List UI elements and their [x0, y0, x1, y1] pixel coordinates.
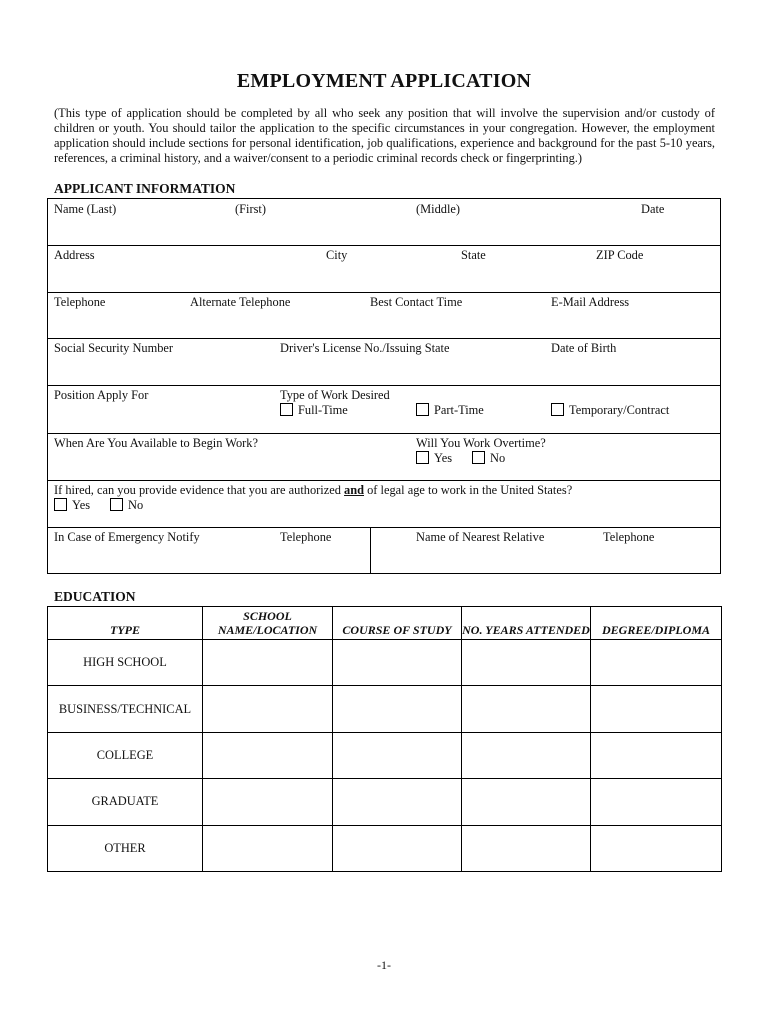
table-cell[interactable]	[333, 825, 462, 871]
name-first-field[interactable]: (First)	[235, 202, 266, 216]
table-cell[interactable]	[462, 825, 591, 871]
column-header: NO. YEARS ATTENDED	[462, 607, 591, 640]
table-cell[interactable]	[591, 825, 722, 871]
checkbox[interactable]	[110, 498, 123, 511]
email-field[interactable]: E-Mail Address	[551, 295, 630, 309]
full-time-option[interactable]: Full-Time	[280, 403, 348, 418]
table-cell[interactable]	[462, 686, 591, 732]
relative-telephone-field[interactable]: Telephone	[603, 530, 655, 544]
column-header: SCHOOL NAME/LOCATION	[203, 607, 333, 640]
table-row	[48, 640, 722, 686]
telephone-field[interactable]: Telephone	[54, 295, 106, 309]
table-cell[interactable]	[203, 732, 333, 778]
education-table	[47, 606, 722, 872]
table-cell[interactable]	[333, 732, 462, 778]
table-cell[interactable]	[203, 779, 333, 825]
row-divider	[48, 385, 720, 386]
table-cell[interactable]	[462, 640, 591, 686]
table-cell[interactable]	[591, 686, 722, 732]
overtime-label: Will You Work Overtime?	[416, 436, 546, 450]
table-header-row	[48, 607, 722, 640]
row-divider	[48, 433, 720, 434]
dob-field[interactable]: Date of Birth	[551, 341, 617, 355]
checkbox[interactable]	[472, 451, 485, 464]
table-row	[48, 732, 722, 778]
emergency-field[interactable]: In Case of Emergency Notify	[54, 530, 200, 544]
checkbox[interactable]	[280, 403, 293, 416]
page-title: EMPLOYMENT APPLICATION	[236, 70, 532, 92]
authorized-yes-option[interactable]: Yes	[54, 498, 90, 513]
column-header: DEGREE/DIPLOMA	[591, 607, 722, 640]
table-row	[48, 686, 722, 732]
page-number: -1-	[377, 958, 391, 972]
city-field[interactable]: City	[326, 248, 348, 262]
authorized-no-option[interactable]: No	[110, 498, 143, 513]
nearest-relative-field[interactable]: Name of Nearest Relative	[416, 530, 545, 544]
ssn-field[interactable]: Social Security Number	[54, 341, 174, 355]
row-divider	[48, 338, 720, 339]
name-middle-field[interactable]: (Middle)	[416, 202, 461, 216]
overtime-yes-option[interactable]: Yes	[416, 451, 452, 466]
education-type: HIGH SCHOOL	[48, 640, 203, 686]
education-heading: EDUCATION	[54, 589, 136, 604]
best-contact-field[interactable]: Best Contact Time	[370, 295, 463, 309]
checkbox[interactable]	[54, 498, 67, 511]
applicant-heading: APPLICANT INFORMATION	[54, 181, 236, 196]
table-cell[interactable]	[203, 825, 333, 871]
table-row	[48, 779, 722, 825]
table-cell[interactable]	[591, 732, 722, 778]
part-time-option[interactable]: Part-Time	[416, 403, 484, 418]
table-cell[interactable]	[203, 686, 333, 732]
table-row	[48, 825, 722, 871]
table-cell[interactable]	[462, 779, 591, 825]
overtime-no-option[interactable]: No	[472, 451, 505, 466]
table-cell[interactable]	[462, 732, 591, 778]
date-field[interactable]: Date	[641, 202, 665, 216]
authorized-question: If hired, can you provide evidence that you are authorized and of legal age to work in the United States?	[54, 483, 573, 497]
state-field[interactable]: State	[461, 248, 486, 262]
column-header: COURSE OF STUDY	[333, 607, 462, 640]
education-type: OTHER	[48, 825, 203, 871]
table-cell[interactable]	[333, 640, 462, 686]
drivers-license-field[interactable]: Driver's License No./Issuing State	[280, 341, 450, 355]
table-cell[interactable]	[333, 686, 462, 732]
table-cell[interactable]	[203, 640, 333, 686]
education-type: GRADUATE	[48, 779, 203, 825]
column-header: TYPE	[48, 607, 203, 640]
table-cell[interactable]	[591, 779, 722, 825]
checkbox[interactable]	[416, 451, 429, 464]
available-field[interactable]: When Are You Available to Begin Work?	[54, 436, 258, 450]
applicant-info-grid	[47, 198, 721, 574]
address-field[interactable]: Address	[54, 248, 95, 262]
emergency-telephone-field[interactable]: Telephone	[280, 530, 332, 544]
intro-paragraph: (This type of application should be completed by all who seek any position that will involve the supervision and/or custody of children or youth. You should tailor the application to the specific circumstances in your congregation. However, the employment application should include sections for personal identification, job qualifications, experience and background for the past 5-10 years, references, a criminal history, and a waiver/consent to a periodic criminal records check or fingerprinting.)	[54, 106, 715, 165]
row-divider	[48, 292, 720, 293]
row-divider	[48, 480, 720, 481]
row-divider	[48, 245, 720, 246]
alt-telephone-field[interactable]: Alternate Telephone	[190, 295, 291, 309]
table-cell[interactable]	[333, 779, 462, 825]
work-type-label: Type of Work Desired	[280, 388, 390, 402]
name-last-field[interactable]: Name (Last)	[54, 202, 117, 216]
table-cell[interactable]	[591, 640, 722, 686]
checkbox[interactable]	[551, 403, 564, 416]
position-field[interactable]: Position Apply For	[54, 388, 149, 402]
zip-field[interactable]: ZIP Code	[596, 248, 644, 262]
checkbox[interactable]	[416, 403, 429, 416]
row-divider	[48, 527, 720, 528]
temporary-option[interactable]: Temporary/Contract	[551, 403, 669, 418]
column-divider	[370, 527, 371, 574]
education-type: BUSINESS/TECHNICAL	[48, 686, 203, 732]
education-type: COLLEGE	[48, 732, 203, 778]
